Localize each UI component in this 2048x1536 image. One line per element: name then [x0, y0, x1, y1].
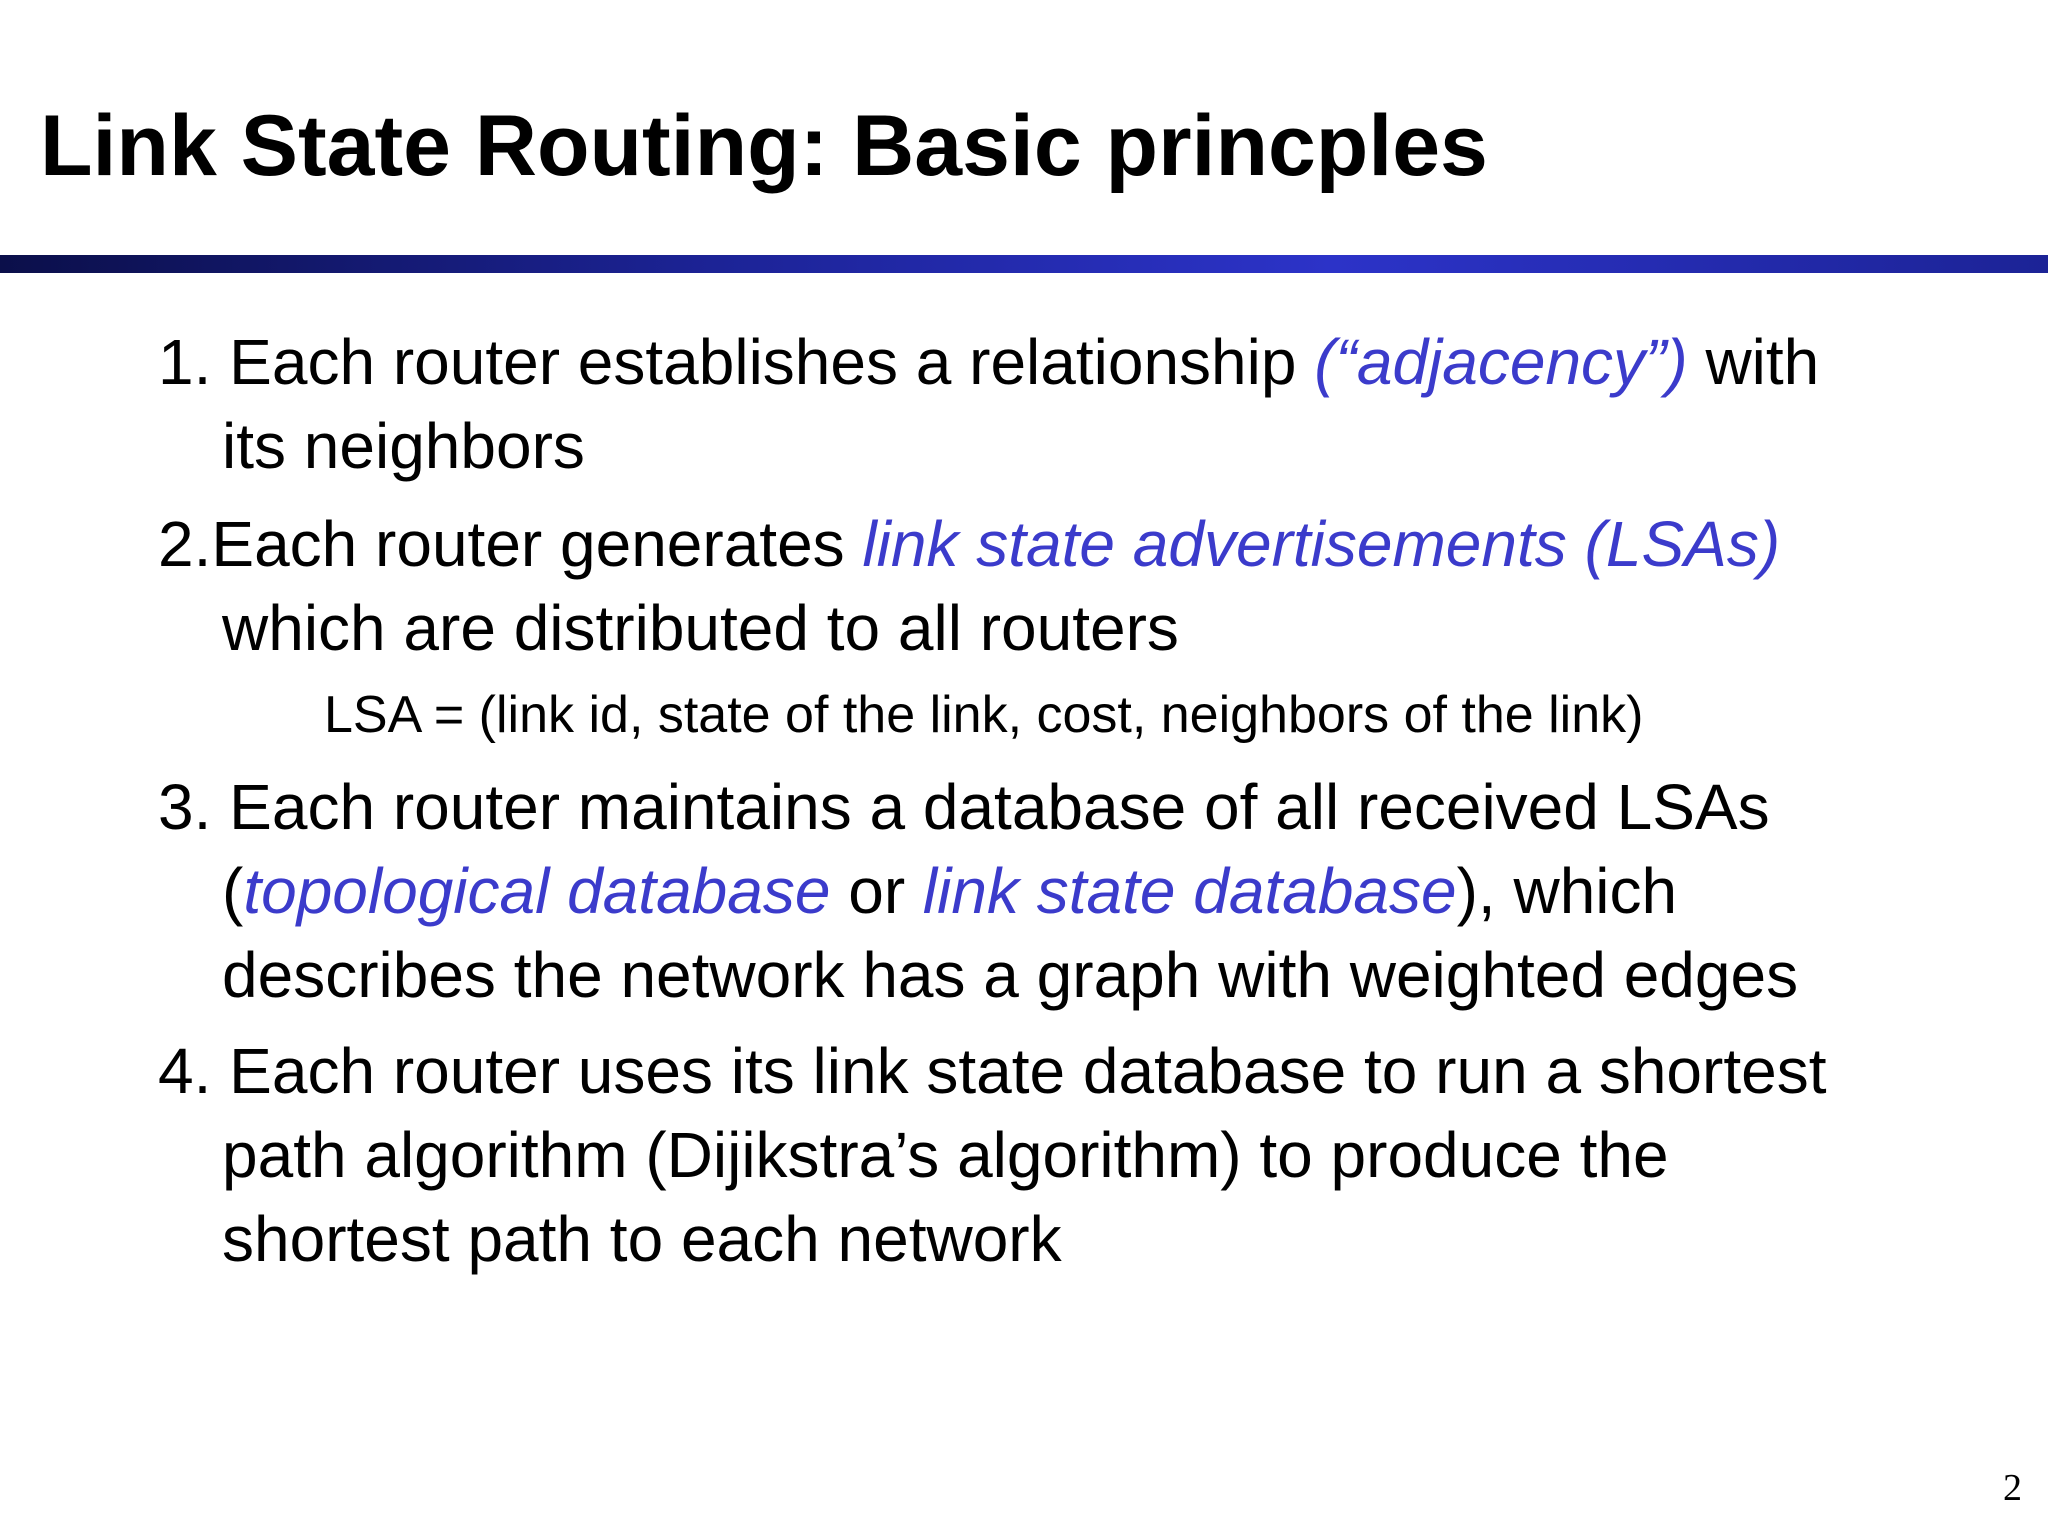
slide-title: Link State Routing: Basic princples: [40, 98, 1488, 194]
topological-database-term: topological database: [243, 855, 831, 927]
list-item-4-line-2: path algorithm (Dijikstra’s algorithm) to produce the: [222, 1119, 1669, 1191]
adjacency-term: (“adjacency”): [1314, 326, 1688, 398]
list-item-1-line-2: its neighbors: [222, 410, 585, 482]
lsa-formula: LSA = (link id, state of the link, cost, neighbors of the link): [324, 686, 1644, 744]
list-item-3: [158, 765, 1958, 1017]
list-item-2-line-2: which are distributed to all routers: [222, 592, 1179, 664]
title-divider: [0, 255, 2048, 273]
list-item-4-line-3: shortest path to each network: [222, 1203, 1062, 1275]
list-item-3-line-3: describes the network has a graph with weighted edges: [222, 939, 1799, 1011]
page-number: 2: [2003, 1467, 2022, 1509]
list-item-4: [158, 1029, 1958, 1281]
link-state-database-term: link state database: [922, 855, 1457, 927]
list-item-1: [158, 320, 1958, 488]
list-item-4-line-1: 4. Each router uses its link state database to run a shortest: [158, 1035, 1827, 1107]
list-item-2-line-1: 2.Each router generates link state advertisements (LSAs): [158, 508, 1781, 580]
list-item-3-line-1: 3. Each router maintains a database of all received LSAs: [158, 771, 1770, 843]
list-item-3-line-2: (topological database or link state database), which: [222, 855, 1678, 927]
list-item-2: [158, 502, 1958, 670]
list-item-1-line-1: 1. Each router establishes a relationship (“adjacency”) with: [158, 326, 1820, 398]
lsa-term: link state advertisements (LSAs): [862, 508, 1781, 580]
